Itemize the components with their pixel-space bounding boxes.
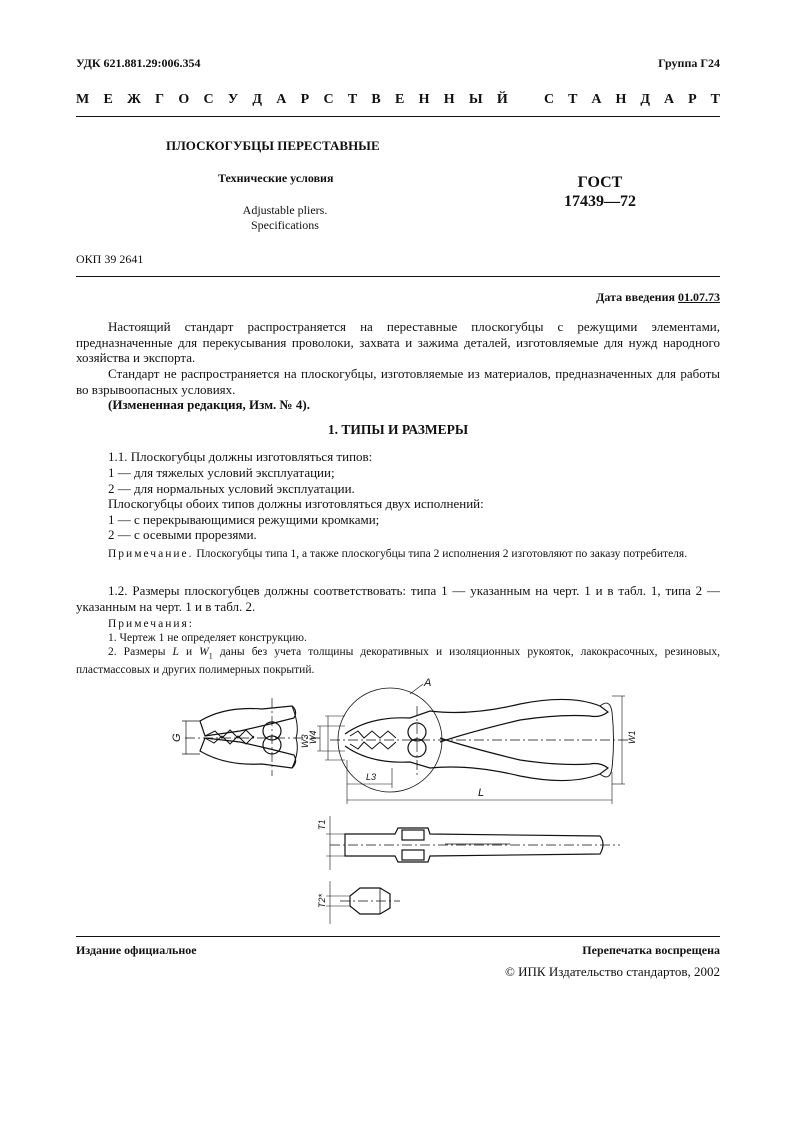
standard-banner	[76, 92, 720, 108]
banner-letter: О	[178, 92, 190, 107]
effective-date	[596, 290, 720, 305]
label-l: L	[478, 787, 485, 799]
header-rule	[76, 116, 720, 117]
note-1	[76, 547, 720, 561]
copyright: © ИПК Издательство стандартов, 2002	[505, 964, 720, 979]
banner-letter: Д	[640, 92, 650, 107]
effective-date-label: Дата введения	[596, 290, 675, 304]
pliers-top-view	[326, 816, 620, 870]
banner-letter: Н	[615, 92, 627, 107]
title-rule	[76, 276, 720, 277]
notes-item-2: 2. Размеры L и $W_1$ даны без учета толщины декоративных и изоляционных рукояток, лакокрасочных, резиновых, пластмассовых и других полимерных покрытий.	[76, 646, 720, 677]
okp-code: ОКП 39 2641	[76, 252, 144, 266]
banner-letter: Ы	[468, 92, 483, 107]
clause-1-1: 1.1. Плоскогубцы должны изготовляться типов:	[108, 449, 373, 464]
banner-letter: Г	[155, 92, 165, 107]
type-2-item: 2 — для нормальных условий эксплуатации.	[108, 481, 355, 496]
note-1-text: Плоскогубцы типа 1, а также плоскогубцы типа 2 исполнения 2 изготовляют по заказу потребителя.	[193, 548, 688, 560]
label-t2: T2*	[317, 893, 327, 908]
banner-letter: С	[323, 92, 334, 107]
banner-letter: Н	[443, 92, 455, 107]
udk-code: УДК 621.881.29:006.354	[76, 56, 201, 70]
official-edition: Издание официальное	[76, 943, 197, 957]
label-g: G	[171, 733, 183, 742]
label-w1: W1	[627, 730, 637, 744]
reprint-prohibited: Перепечатка воспрещена	[582, 943, 720, 957]
intro-paragraph-1: Настоящий стандарт распространяется на переставные плоскогубцы с режущими элементами, предназначенные для перекусывания проволоки, захвата и зажима деталей, изготовляемые для нужд народного хозяйства и экспорта.	[76, 319, 720, 365]
version-2-item: 2 — с осевыми прорезями.	[108, 527, 257, 542]
banner-letter: Ж	[127, 92, 141, 107]
pliers-drawing	[0, 676, 793, 932]
footer-rule	[76, 936, 720, 937]
gost-label: ГОСТ	[577, 174, 623, 191]
banner-letter: А	[663, 92, 675, 107]
banner-letter: Д	[252, 92, 263, 107]
notes-label: Примечания:	[108, 618, 194, 630]
gost-number: 17439—72	[564, 193, 636, 210]
label-w4: W4	[308, 730, 318, 744]
english-title-line1: Adjustable pliers.	[242, 203, 328, 217]
pliers-side-view	[317, 684, 630, 804]
banner-letter: Т	[568, 92, 578, 107]
banner-letter: С	[203, 92, 214, 107]
group-code: Группа Г24	[658, 56, 720, 70]
banner-letter: М	[76, 92, 90, 107]
banner-letter: А	[276, 92, 287, 107]
banner-letter: Е	[395, 92, 405, 107]
banner-letter: Й	[496, 92, 508, 107]
effective-date-value: 01.07.73	[678, 290, 720, 304]
banner-word-interstate	[76, 92, 508, 108]
doc-subtitle: Технические условия	[218, 171, 334, 185]
jaw-end-view	[326, 881, 400, 924]
type-1-item: 1 — для тяжелых условий эксплуатации;	[108, 465, 335, 480]
label-t1: T1	[317, 819, 327, 830]
edition-note: (Измененная редакция, Изм. № 4).	[108, 397, 310, 412]
note-1-label: Примечание.	[108, 548, 194, 560]
banner-letter: С	[544, 92, 555, 107]
english-title-line2: Specifications	[251, 218, 319, 232]
banner-letter: Е	[103, 92, 113, 107]
label-w3: W3	[300, 734, 310, 748]
banner-word-standard	[544, 92, 720, 108]
banner-letter: Р	[300, 92, 310, 107]
versions-intro: Плоскогубцы обоих типов должны изготовляться двух исполнений:	[108, 496, 484, 511]
clause-1-2: 1.2. Размеры плоскогубцев должны соответствовать: типа 1 — указанным на черт. 1 и в табл. 1, типа 2 — указанным на черт. 1 и в табл. 2.	[76, 583, 720, 614]
intro-paragraph-2: Стандарт не распространяется на плоскогубцы, изготовляемые из материалов, предназначенных для работы во взрывоопасных условиях.	[76, 366, 720, 397]
banner-letter: Р	[688, 92, 697, 107]
banner-letter: Т	[710, 92, 720, 107]
banner-letter: Т	[347, 92, 358, 107]
banner-letter: В	[371, 92, 381, 107]
banner-letter: Н	[418, 92, 430, 107]
doc-title: ПЛОСКОГУБЦЫ ПЕРЕСТАВНЫЕ	[166, 138, 380, 153]
banner-letter: А	[591, 92, 602, 107]
notes-item-1: 1. Чертеж 1 не определяет конструкцию.	[108, 632, 307, 644]
label-a: A	[424, 677, 432, 689]
version-1-item: 1 — с перекрывающимися режущими кромками;	[108, 512, 380, 527]
english-title	[220, 203, 350, 233]
label-l3: L3	[366, 772, 377, 782]
banner-letter: У	[227, 92, 239, 107]
section-heading: 1. ТИПЫ И РАЗМЕРЫ	[327, 422, 469, 437]
gost-block	[540, 173, 660, 211]
